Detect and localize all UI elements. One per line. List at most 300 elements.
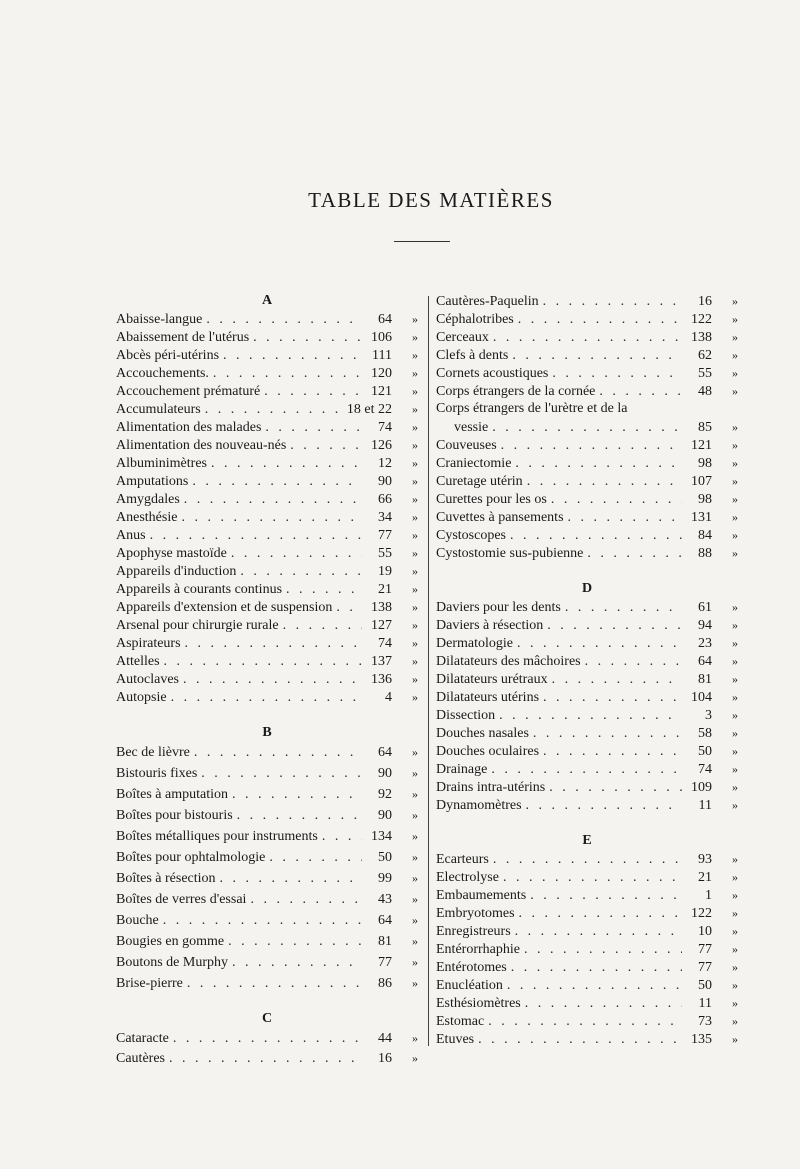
leader-dots bbox=[237, 805, 362, 826]
list-item bbox=[116, 544, 418, 562]
section-letter-c: C bbox=[261, 1011, 273, 1026]
list-item bbox=[436, 526, 738, 544]
entry-label: Anus bbox=[116, 528, 146, 543]
entry-page: 44 bbox=[378, 1031, 392, 1046]
ditto-mark: » bbox=[732, 744, 738, 758]
leader-dots bbox=[518, 311, 682, 329]
leader-dots bbox=[213, 365, 362, 383]
leader-dots bbox=[187, 973, 362, 994]
leader-dots bbox=[194, 742, 362, 763]
leader-dots bbox=[552, 671, 682, 689]
entry-label: Cystostomie sus-pubienne bbox=[436, 546, 584, 561]
ditto-mark: » bbox=[732, 798, 738, 812]
ditto-mark: » bbox=[412, 456, 418, 470]
entry-label: Boîtes à amputation bbox=[116, 787, 228, 802]
list-item bbox=[116, 688, 418, 706]
leader-dots bbox=[253, 329, 362, 347]
entry-page: 138 bbox=[691, 330, 712, 345]
entry-label: Autopsie bbox=[116, 690, 167, 705]
entry-label: Boîtes de verres d'essai bbox=[116, 892, 247, 907]
ditto-mark: » bbox=[412, 654, 418, 668]
ditto-mark: » bbox=[732, 546, 738, 560]
list-item bbox=[116, 742, 418, 763]
ditto-mark: » bbox=[732, 1014, 738, 1028]
entry-page: 77 bbox=[698, 960, 712, 975]
list-item bbox=[116, 490, 418, 508]
list-item bbox=[436, 1012, 738, 1030]
entry-label: Cerceaux bbox=[436, 330, 489, 345]
section-letter-e: E bbox=[582, 833, 592, 848]
ditto-mark: » bbox=[412, 330, 418, 344]
section-letter-a: A bbox=[261, 293, 273, 308]
ditto-mark: » bbox=[412, 636, 418, 650]
ditto-mark: » bbox=[412, 474, 418, 488]
ditto-mark: » bbox=[732, 528, 738, 542]
ditto-mark: » bbox=[412, 438, 418, 452]
entry-label: Albuminimètres bbox=[116, 456, 207, 471]
leader-dots bbox=[164, 653, 362, 671]
entry-label: Dilatateurs urétraux bbox=[436, 672, 548, 687]
entry-page: 62 bbox=[698, 348, 712, 363]
leader-dots bbox=[503, 869, 682, 887]
leader-dots bbox=[231, 545, 362, 563]
list-item bbox=[436, 922, 738, 940]
entry-label: Ecarteurs bbox=[436, 852, 489, 867]
entry-label: Cautères bbox=[116, 1051, 165, 1066]
entry-label: Alimentation des malades bbox=[116, 420, 262, 435]
ditto-mark: » bbox=[732, 348, 738, 362]
entry-page: 85 bbox=[698, 420, 712, 435]
list-item bbox=[116, 472, 418, 490]
leader-dots bbox=[507, 977, 682, 995]
entry-page: 81 bbox=[378, 934, 392, 949]
entry-label: Daviers à résection bbox=[436, 618, 544, 633]
leader-dots bbox=[232, 784, 362, 805]
entry-page: 121 bbox=[691, 438, 712, 453]
entry-page: 74 bbox=[378, 420, 392, 435]
entry-label: Cornets acoustiques bbox=[436, 366, 549, 381]
leader-dots bbox=[565, 599, 682, 617]
entry-label: Drainage bbox=[436, 762, 488, 777]
entry-label: Dissection bbox=[436, 708, 496, 723]
list-item bbox=[116, 931, 418, 952]
list-item bbox=[116, 364, 418, 382]
section-c-continued-list-2 bbox=[436, 436, 738, 562]
entry-label: Curetage utérin bbox=[436, 474, 523, 489]
ditto-mark: » bbox=[732, 906, 738, 920]
leader-dots bbox=[185, 635, 362, 653]
entry-page: 77 bbox=[378, 528, 392, 543]
leader-dots bbox=[169, 1049, 362, 1069]
entry-label: Bistouris fixes bbox=[116, 766, 198, 781]
list-item bbox=[436, 706, 738, 724]
entry-page: 43 bbox=[378, 892, 392, 907]
entry-label: Clefs à dents bbox=[436, 348, 509, 363]
entry-page: 16 bbox=[378, 1051, 392, 1066]
entry-page: 98 bbox=[698, 456, 712, 471]
entry-page: 74 bbox=[378, 636, 392, 651]
leader-dots bbox=[501, 437, 682, 455]
entry-page: 50 bbox=[378, 850, 392, 865]
entry-label: Appareils d'extension et de suspension bbox=[116, 600, 333, 615]
list-item bbox=[436, 544, 738, 562]
entry-page: 120 bbox=[371, 366, 392, 381]
leader-dots bbox=[492, 419, 682, 437]
entry-page: 11 bbox=[698, 996, 712, 1011]
entry-page: 136 bbox=[371, 672, 392, 687]
entry-label: Electrolyse bbox=[436, 870, 499, 885]
entry-label: Cystoscopes bbox=[436, 528, 506, 543]
entry-label: Anesthésie bbox=[116, 510, 178, 525]
ditto-mark: » bbox=[732, 1032, 738, 1046]
list-item bbox=[116, 526, 418, 544]
entry-label: Boîtes pour ophtalmologie bbox=[116, 850, 266, 865]
entry-page: 127 bbox=[371, 618, 392, 633]
list-item bbox=[116, 910, 418, 931]
leader-dots bbox=[512, 347, 682, 365]
entry-page: 55 bbox=[698, 366, 712, 381]
entry-page: 19 bbox=[378, 564, 392, 579]
entry-page: 99 bbox=[378, 871, 392, 886]
entry-page: 86 bbox=[378, 976, 392, 991]
entry-label: Bougies en gomme bbox=[116, 934, 225, 949]
leader-dots bbox=[587, 545, 682, 563]
leader-dots bbox=[201, 763, 362, 784]
ditto-mark: » bbox=[412, 1051, 418, 1065]
entry-page: 21 bbox=[698, 870, 712, 885]
entry-label: Dilatateurs utérins bbox=[436, 690, 540, 705]
leader-dots bbox=[493, 851, 682, 869]
leader-dots bbox=[515, 923, 682, 941]
ditto-mark: » bbox=[412, 690, 418, 704]
list-item bbox=[436, 994, 738, 1012]
entry-label: Douches nasales bbox=[436, 726, 529, 741]
list-item bbox=[436, 940, 738, 958]
list-item bbox=[116, 310, 418, 328]
title-rule bbox=[394, 241, 450, 242]
column-divider bbox=[428, 296, 429, 1046]
entry-page: 126 bbox=[371, 438, 392, 453]
entry-page: 134 bbox=[371, 829, 392, 844]
leader-dots bbox=[519, 905, 682, 923]
ditto-mark: » bbox=[732, 492, 738, 506]
entry-page: 50 bbox=[698, 744, 712, 759]
entry-label: Amputations bbox=[116, 474, 189, 489]
section-d-list bbox=[436, 598, 738, 814]
leader-dots bbox=[192, 473, 362, 491]
entry-page: 93 bbox=[698, 852, 712, 867]
ditto-mark: » bbox=[412, 871, 418, 885]
ditto-mark: » bbox=[412, 745, 418, 759]
ditto-mark: » bbox=[412, 618, 418, 632]
leader-dots bbox=[269, 847, 362, 868]
list-item bbox=[436, 328, 738, 346]
list-item bbox=[116, 634, 418, 652]
leader-dots bbox=[265, 419, 362, 437]
entry-label: Bec de lièvre bbox=[116, 745, 190, 760]
leader-dots bbox=[547, 617, 682, 635]
list-item bbox=[116, 400, 418, 418]
entry-label: Dilatateurs des mâchoires bbox=[436, 654, 581, 669]
ditto-mark: » bbox=[412, 312, 418, 326]
ditto-mark: » bbox=[732, 510, 738, 524]
entry-label: Cautères-Paquelin bbox=[436, 294, 539, 309]
entry-label: Drains intra-utérins bbox=[436, 780, 546, 795]
leader-dots bbox=[478, 1031, 682, 1049]
ditto-mark: » bbox=[412, 672, 418, 686]
ditto-mark: » bbox=[412, 829, 418, 843]
entry-page: 61 bbox=[698, 600, 712, 615]
entry-label: Arsenal pour chirurgie rurale bbox=[116, 618, 279, 633]
entry-page: 58 bbox=[698, 726, 712, 741]
list-item bbox=[116, 328, 418, 346]
ditto-mark: » bbox=[732, 438, 738, 452]
section-a-list bbox=[116, 310, 418, 706]
entry-page: 77 bbox=[698, 942, 712, 957]
ditto-mark: » bbox=[412, 402, 418, 416]
entry-page: 55 bbox=[378, 546, 392, 561]
list-item bbox=[436, 310, 738, 328]
ditto-mark: » bbox=[732, 870, 738, 884]
leader-dots bbox=[524, 941, 682, 959]
entry-page: 106 bbox=[371, 330, 392, 345]
leader-dots bbox=[336, 599, 362, 617]
entry-label: Estomac bbox=[436, 1014, 485, 1029]
ditto-mark: » bbox=[732, 978, 738, 992]
leader-dots bbox=[530, 887, 682, 905]
list-item bbox=[116, 670, 418, 688]
leader-dots bbox=[250, 889, 362, 910]
ditto-mark: » bbox=[412, 913, 418, 927]
list-item bbox=[436, 724, 738, 742]
ditto-mark: » bbox=[412, 850, 418, 864]
entry-page: 1 bbox=[705, 888, 712, 903]
entry-label: Boutons de Murphy bbox=[116, 955, 228, 970]
leader-dots bbox=[150, 527, 362, 545]
list-item bbox=[436, 634, 738, 652]
entry-page: 34 bbox=[378, 510, 392, 525]
entry-label: Enucléation bbox=[436, 978, 503, 993]
list-item bbox=[436, 598, 738, 616]
entry-page: 50 bbox=[698, 978, 712, 993]
ditto-mark: » bbox=[732, 366, 738, 380]
entry-label: Appareils à courants continus bbox=[116, 582, 283, 597]
ditto-mark: » bbox=[412, 600, 418, 614]
entry-page: 111 bbox=[372, 348, 392, 363]
entry-label: Corps étrangers de l'urètre et de la bbox=[436, 401, 628, 416]
entry-label: Enregistreurs bbox=[436, 924, 511, 939]
entry-page: 90 bbox=[378, 474, 392, 489]
ditto-mark: » bbox=[732, 474, 738, 488]
list-item bbox=[116, 868, 418, 889]
entry-label: vessie bbox=[454, 420, 489, 435]
entry-label: Céphalotribes bbox=[436, 312, 514, 327]
ditto-mark: » bbox=[412, 510, 418, 524]
ditto-mark: » bbox=[732, 420, 738, 434]
entry-label: Brise-pierre bbox=[116, 976, 183, 991]
list-item bbox=[436, 346, 738, 364]
entry-page: 88 bbox=[698, 546, 712, 561]
leader-dots bbox=[232, 952, 362, 973]
entry-page: 64 bbox=[698, 654, 712, 669]
list-item bbox=[116, 346, 418, 364]
section-letter-b: B bbox=[262, 725, 272, 740]
leader-dots bbox=[322, 826, 362, 847]
ditto-mark: » bbox=[732, 672, 738, 686]
ditto-mark: » bbox=[732, 636, 738, 650]
entry-label: Embryotomes bbox=[436, 906, 515, 921]
entry-page: 135 bbox=[691, 1032, 712, 1047]
list-item bbox=[116, 889, 418, 910]
leader-dots bbox=[543, 743, 682, 761]
entry-label: Craniectomie bbox=[436, 456, 512, 471]
leader-dots bbox=[220, 868, 362, 889]
entry-page: 10 bbox=[698, 924, 712, 939]
list-item bbox=[116, 598, 418, 616]
ditto-mark: » bbox=[412, 934, 418, 948]
leader-dots bbox=[240, 563, 362, 581]
leader-dots bbox=[549, 779, 682, 797]
leader-dots bbox=[517, 635, 682, 653]
list-item bbox=[116, 382, 418, 400]
ditto-mark: » bbox=[412, 384, 418, 398]
entry-label: Corps étrangers de la cornée bbox=[436, 384, 596, 399]
leader-dots bbox=[206, 311, 362, 329]
entry-page: 121 bbox=[371, 384, 392, 399]
leader-dots bbox=[228, 931, 362, 952]
section-c-list bbox=[116, 1028, 418, 1068]
leader-dots bbox=[211, 455, 362, 473]
entry-page: 11 bbox=[698, 798, 712, 813]
ditto-mark: » bbox=[732, 708, 738, 722]
entry-page: 107 bbox=[691, 474, 712, 489]
entry-label: Entérorrhaphie bbox=[436, 942, 520, 957]
leader-dots bbox=[526, 797, 682, 815]
list-item bbox=[116, 508, 418, 526]
list-item bbox=[116, 847, 418, 868]
entry-page: 84 bbox=[698, 528, 712, 543]
entry-label: Boîtes pour bistouris bbox=[116, 808, 233, 823]
entry-label: Accouchement prématuré bbox=[116, 384, 261, 399]
leader-dots bbox=[599, 383, 682, 401]
leader-dots bbox=[163, 910, 362, 931]
leader-dots bbox=[286, 581, 362, 599]
entry-label: Abaissement de l'utérus bbox=[116, 330, 250, 345]
ditto-mark: » bbox=[732, 600, 738, 614]
entry-page: 4 bbox=[385, 690, 392, 705]
section-b-list bbox=[116, 742, 418, 994]
list-item bbox=[116, 652, 418, 670]
ditto-mark: » bbox=[412, 766, 418, 780]
ditto-mark: » bbox=[412, 492, 418, 506]
leader-dots bbox=[585, 653, 682, 671]
entry-page: 109 bbox=[691, 780, 712, 795]
list-item bbox=[436, 976, 738, 994]
list-item bbox=[116, 418, 418, 436]
entry-label: Douches oculaires bbox=[436, 744, 540, 759]
entry-label: Cuvettes à pansements bbox=[436, 510, 564, 525]
entry-page: 138 bbox=[371, 600, 392, 615]
ditto-mark: » bbox=[732, 654, 738, 668]
list-item bbox=[116, 1028, 418, 1048]
leader-dots bbox=[290, 437, 362, 455]
entry-page: 64 bbox=[378, 745, 392, 760]
entry-label: Entérotomes bbox=[436, 960, 507, 975]
leader-dots bbox=[491, 761, 682, 779]
list-item bbox=[436, 490, 738, 508]
list-item bbox=[436, 1030, 738, 1048]
entry-label: Accumulateurs bbox=[116, 402, 201, 417]
list-item bbox=[436, 508, 738, 526]
entry-label: Curettes pour les os bbox=[436, 492, 547, 507]
ditto-mark: » bbox=[732, 312, 738, 326]
leader-dots bbox=[493, 329, 682, 347]
ditto-mark: » bbox=[412, 892, 418, 906]
entry-label: Boîtes métalliques pour instruments bbox=[116, 829, 318, 844]
list-item bbox=[116, 952, 418, 973]
leader-dots bbox=[173, 1029, 362, 1049]
list-item bbox=[436, 382, 738, 400]
list-item bbox=[116, 805, 418, 826]
ditto-mark: » bbox=[732, 330, 738, 344]
list-item bbox=[436, 688, 738, 706]
ditto-mark: » bbox=[732, 960, 738, 974]
entry-label: Aspirateurs bbox=[116, 636, 181, 651]
leader-dots bbox=[533, 725, 682, 743]
entry-page: 90 bbox=[378, 808, 392, 823]
leader-dots bbox=[499, 707, 682, 725]
entry-label: Abcès péri-utérins bbox=[116, 348, 220, 363]
entry-label: Embaumements bbox=[436, 888, 527, 903]
entry-page: 90 bbox=[378, 766, 392, 781]
entry-page: 18 et 22 bbox=[346, 402, 392, 417]
leader-dots bbox=[181, 509, 362, 527]
list-item bbox=[116, 826, 418, 847]
entry-page: 73 bbox=[698, 1014, 712, 1029]
left-column bbox=[116, 292, 418, 1068]
entry-page: 77 bbox=[378, 955, 392, 970]
leader-dots bbox=[283, 617, 362, 635]
ditto-mark: » bbox=[732, 294, 738, 308]
list-item bbox=[436, 472, 738, 490]
entry-page: 64 bbox=[378, 312, 392, 327]
right-column bbox=[436, 292, 738, 1048]
list-item bbox=[116, 562, 418, 580]
page-title: TABLE DES MATIÈRES bbox=[308, 188, 554, 212]
section-letter-d: D bbox=[581, 581, 593, 596]
ditto-mark: » bbox=[732, 996, 738, 1010]
leader-dots bbox=[525, 995, 682, 1013]
ditto-mark: » bbox=[412, 976, 418, 990]
entry-label: Esthésiomètres bbox=[436, 996, 521, 1011]
ditto-mark: » bbox=[412, 808, 418, 822]
entry-label: Cataracte bbox=[116, 1031, 169, 1046]
section-c-continued-list bbox=[436, 292, 738, 400]
entry-page: 137 bbox=[371, 654, 392, 669]
list-item bbox=[116, 784, 418, 805]
list-item bbox=[116, 436, 418, 454]
entry-label: Couveuses bbox=[436, 438, 497, 453]
ditto-mark: » bbox=[412, 564, 418, 578]
entry-page: 23 bbox=[698, 636, 712, 651]
entry-page: 92 bbox=[378, 787, 392, 802]
list-item bbox=[436, 616, 738, 634]
list-item bbox=[436, 760, 738, 778]
ditto-mark: » bbox=[412, 348, 418, 362]
ditto-mark: » bbox=[732, 780, 738, 794]
list-item bbox=[436, 958, 738, 976]
ditto-mark: » bbox=[412, 955, 418, 969]
